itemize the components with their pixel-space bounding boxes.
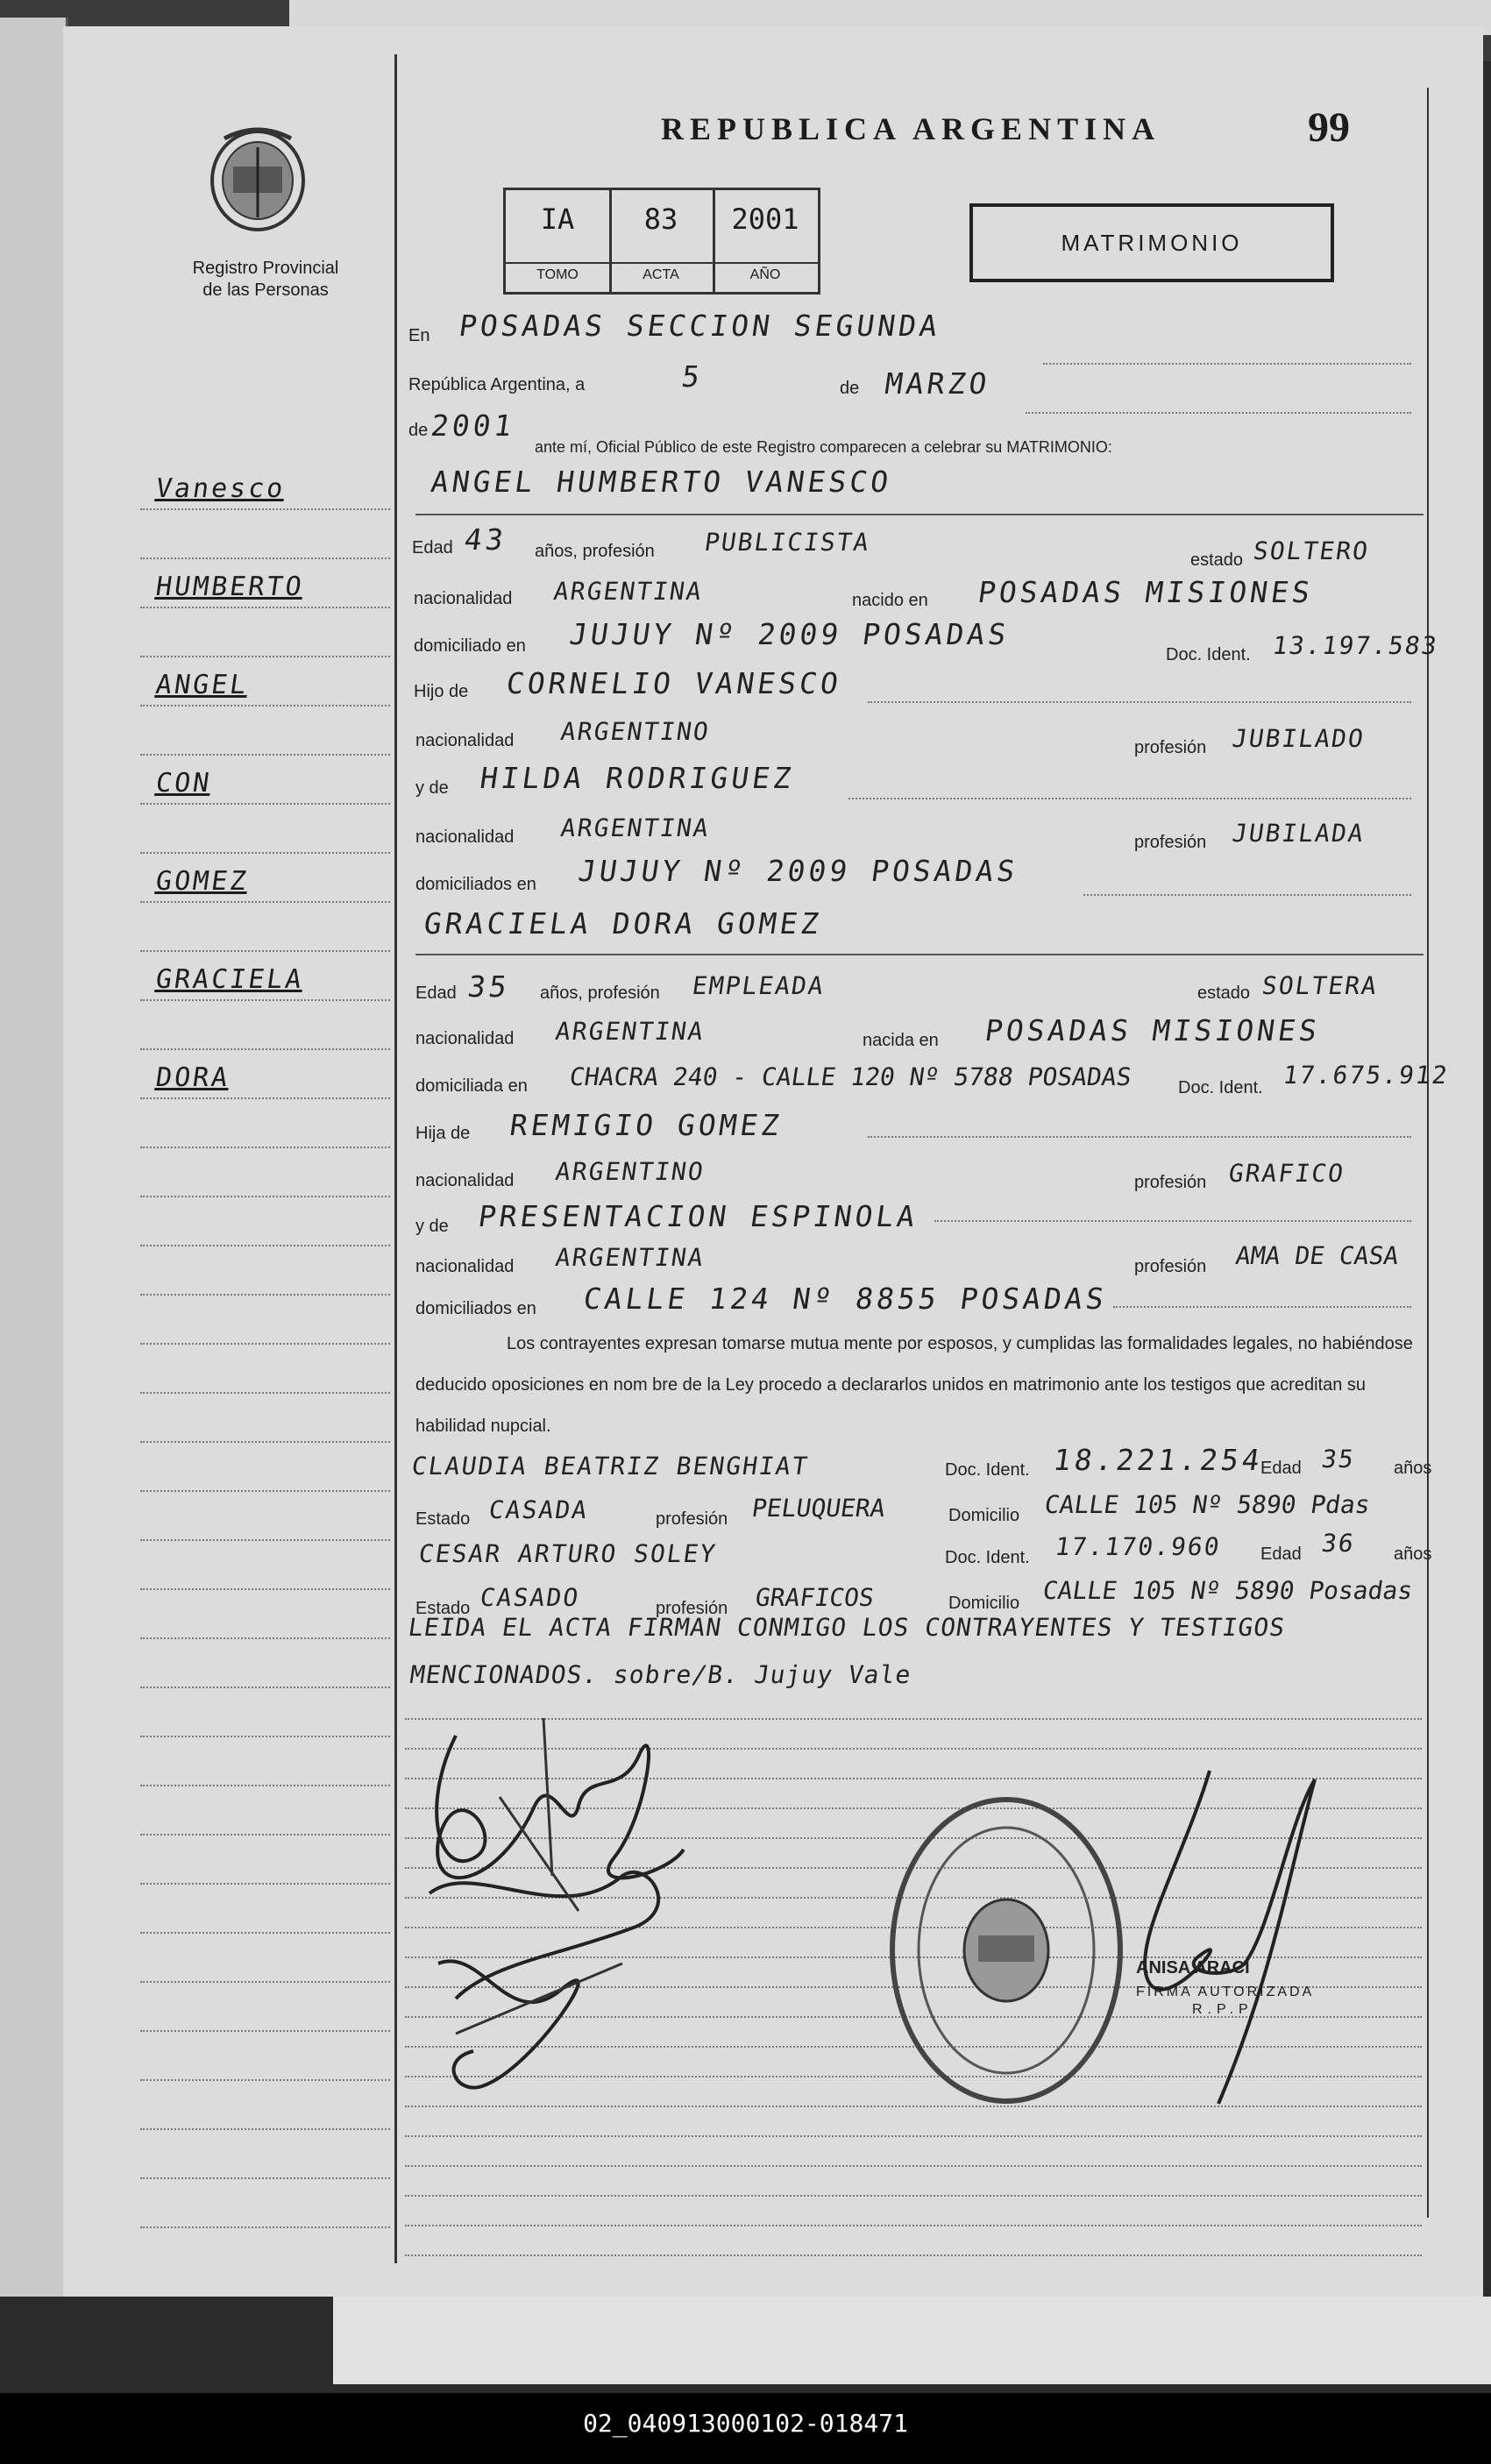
estado-label: Estado (415, 1509, 471, 1529)
groom-doc: 13.197.583 (1270, 631, 1440, 660)
margin-ruled-line (140, 1834, 390, 1836)
margin-ruled-line (140, 999, 390, 1001)
groom-nacionalidad: ARGENTINA (551, 577, 706, 606)
groom-father-nac: ARGENTINO (558, 717, 713, 746)
closing-line-1: LEIDA EL ACTA FIRMAN CONMIGO LOS CONTRAYENTES Y TESTIGOS (406, 1613, 1288, 1642)
edad-label: Edad (1260, 1544, 1302, 1564)
body-ruled-line (405, 2225, 1422, 2226)
bride-mother-nac: ARGENTINA (553, 1243, 707, 1272)
registry-name: Registro Provincial de las Personas (192, 259, 339, 300)
tomo-cell: IA TOMO (506, 190, 612, 292)
margin-ruled-line (140, 2226, 390, 2228)
margin-ruled-line (140, 1490, 390, 1492)
provincial-emblem-icon (207, 121, 309, 237)
en-label: En (408, 326, 430, 345)
margin-ruled-line (140, 1048, 390, 1050)
fill-line (868, 701, 1411, 703)
nacionalidad-label: nacionalidad (415, 1171, 515, 1190)
bride-mother: PRESENTACION ESPINOLA (476, 1199, 920, 1233)
witness-2-estado: CASADO (478, 1583, 582, 1612)
margin-ruled-line (140, 1147, 390, 1148)
edad-label: Edad (1260, 1459, 1302, 1478)
margin-name: HUMBERTO (153, 572, 306, 602)
witness-1-domicilio: CALLE 105 Nº 5890 Pdas (1042, 1490, 1373, 1519)
page-below-edge (333, 2297, 1491, 2384)
margin-ruled-line (140, 1637, 390, 1639)
body-ruled-line (405, 2135, 1422, 2137)
document-title: REPUBLICA ARGENTINA (661, 111, 1161, 146)
margin-ruled-line (140, 1981, 390, 1983)
margin-name: Vanesco (153, 473, 288, 504)
estado-label: estado (1197, 983, 1251, 1003)
domicilio-label: domiciliada en (415, 1076, 528, 1096)
section-rule (415, 514, 1424, 515)
yde-label: y de (415, 778, 449, 798)
padres-domicilio-label: domiciliados en (415, 1299, 536, 1318)
groom-estado: SOLTERO (1251, 536, 1372, 565)
fill-line (1043, 363, 1411, 365)
groom-padres-domicilio: JUJUY Nº 2009 POSADAS (576, 854, 1020, 888)
margin-ruled-line (140, 901, 390, 903)
bride-padres-domicilio: CALLE 124 Nº 8855 POSADAS (581, 1282, 1110, 1316)
witness-1-profession: PELUQUERA (749, 1494, 888, 1523)
body-ruled-line (405, 2255, 1422, 2256)
nacionalidad-label: nacionalidad (415, 1029, 515, 1048)
margin-name: GOMEZ (153, 866, 251, 897)
witness-1-name: CLAUDIA BEATRIZ BENGHIAT (409, 1452, 811, 1481)
profesion-label: profesión (1134, 1173, 1207, 1192)
signature-scribble (403, 1701, 701, 2121)
margin-ruled-line (140, 508, 390, 510)
margin-ruled-line (140, 1539, 390, 1541)
bride-estado: SOLTERA (1260, 971, 1381, 1000)
bride-nacida: POSADAS MISIONES (983, 1013, 1323, 1047)
padres-domicilio-label: domiciliados en (415, 875, 536, 894)
section-rule (415, 954, 1424, 955)
margin-ruled-line (140, 852, 390, 854)
anos-profesion-label: años, profesión (535, 542, 655, 561)
day-value: 5 (679, 359, 706, 394)
groom-father-prof: JUBILADO (1230, 724, 1367, 753)
margin-ruled-line (140, 1097, 390, 1099)
scan-filename: 02_040913000102-018471 (583, 2409, 908, 2438)
tomo-acta-ano-box (503, 188, 820, 295)
month-value: MARZO (883, 366, 993, 401)
bride-father-prof: GRAFICO (1226, 1159, 1347, 1188)
groom-mother-nac: ARGENTINA (558, 813, 713, 842)
margin-ruled-line (140, 557, 390, 559)
fill-line (1083, 894, 1411, 896)
profesion-label: profesión (1134, 833, 1207, 852)
margin-ruled-line (140, 656, 390, 657)
witness-1-doc: 18.221.254 (1051, 1443, 1266, 1477)
bride-age: 35 (465, 969, 513, 1004)
margin-ruled-line (140, 803, 390, 805)
previous-page-edge (0, 18, 68, 2297)
nacida-label: nacida en (863, 1031, 939, 1050)
fill-line (1026, 412, 1411, 414)
bride-domicilio: CHACRA 240 - CALLE 120 Nº 5788 POSADAS (567, 1062, 1133, 1091)
republica-label: República Argentina, a (408, 375, 586, 394)
bride-father-nac: ARGENTINO (553, 1157, 707, 1186)
groom-age: 43 (462, 522, 509, 557)
nacionalidad-label: nacionalidad (415, 1257, 515, 1276)
margin-ruled-line (140, 1294, 390, 1296)
domicilio-label: Domicilio (948, 1594, 1020, 1613)
place-value: POSADAS SECCION SEGUNDA (457, 309, 943, 343)
margin-ruled-line (140, 2030, 390, 2032)
fill-line (934, 1220, 1411, 1222)
anos-label: años (1394, 1544, 1432, 1564)
profesion-label: profesión (1134, 1257, 1207, 1276)
official-org: R.P.P. (1192, 2002, 1261, 2017)
margin-name: DORA (153, 1062, 232, 1093)
nacionalidad-label: nacionalidad (415, 827, 515, 847)
body-ruled-line (405, 2195, 1422, 2197)
doc-label: Doc. Ident. (1166, 645, 1251, 664)
margin-ruled-line (140, 1245, 390, 1246)
edad-label: Edad (415, 983, 457, 1003)
right-page-rule (1427, 88, 1429, 2218)
witness-2-domicilio: CALLE 105 Nº 5890 Posadas (1040, 1576, 1415, 1605)
groom-mother-prof: JUBILADA (1230, 819, 1367, 848)
estado-label: Estado (415, 1599, 471, 1618)
anos-label: años (1394, 1459, 1432, 1478)
margin-ruled-line (140, 705, 390, 707)
groom-name: ANGEL HUMBERTO VANESCO (429, 465, 894, 499)
declaration-text: Los contrayentes expresan tomarse mutua mente por esposos, y cumplidas las formalidades legales, no habiéndose deducido oposiciones en nom bre de la Ley procedo a declararlos unidos en matrimonio ante los testigos que acreditan su habilidad nupcial. (415, 1334, 1413, 1436)
ano-cell: 2001 AÑO (713, 190, 818, 292)
anos-profesion-label: años, profesión (540, 983, 660, 1003)
margin-ruled-line (140, 1785, 390, 1786)
document-type-box: MATRIMONIO (969, 203, 1334, 282)
groom-nacido: POSADAS MISIONES (976, 575, 1316, 609)
margin-ruled-line (140, 2177, 390, 2179)
fill-line (868, 1136, 1411, 1138)
margin-ruled-line (140, 1932, 390, 1934)
witness-2-age: 36 (1319, 1529, 1358, 1558)
profesion-label: profesión (656, 1509, 728, 1529)
margin-ruled-line (140, 2128, 390, 2130)
groom-profession: PUBLICISTA (702, 528, 872, 557)
margin-ruled-line (140, 1588, 390, 1590)
margin-name: CON (153, 768, 214, 799)
witness-2-name: CESAR ARTURO SOLEY (416, 1539, 719, 1568)
margin-ruled-line (140, 1883, 390, 1885)
doc-label: Doc. Ident. (945, 1548, 1030, 1567)
margin-name: ANGEL (153, 670, 251, 700)
margin-ruled-line (140, 2079, 390, 2081)
official-signature (1078, 1753, 1341, 2121)
bride-nacionalidad: ARGENTINA (553, 1017, 707, 1046)
margin-ruled-line (140, 1736, 390, 1737)
acta-cell: 83 ACTA (609, 190, 715, 292)
domicilio-label: Domicilio (948, 1506, 1020, 1525)
closing-line-2: MENCIONADOS. sobre/B. Jujuy Vale (408, 1660, 913, 1689)
margin-ruled-line (140, 1196, 390, 1197)
doc-label: Doc. Ident. (945, 1460, 1030, 1480)
fill-line (1113, 1306, 1411, 1308)
nacionalidad-label: nacionalidad (415, 731, 515, 750)
profesion-label: profesión (656, 1599, 728, 1618)
opening-text: ante mí, Oficial Público de este Registro comparecen a celebrar su MATRIMONIO: (535, 438, 1112, 456)
witness-2-doc: 17.170.960 (1053, 1532, 1223, 1561)
margin-ruled-line (140, 754, 390, 756)
nacionalidad-label: nacionalidad (414, 589, 513, 608)
groom-mother: HILDA RODRIGUEZ (478, 761, 797, 795)
bride-father: REMIGIO GOMEZ (508, 1108, 785, 1142)
margin-ruled-line (140, 1343, 390, 1345)
domicilio-label: domiciliado en (414, 636, 526, 656)
nacido-label: nacido en (852, 591, 928, 610)
official-title: FIRMA AUTORIZADA (1136, 1985, 1315, 1999)
margin-ruled-line (140, 607, 390, 608)
margin-ruled-line (140, 1441, 390, 1443)
margin-ruled-line (140, 1392, 390, 1394)
profesion-label: profesión (1134, 738, 1207, 757)
groom-father: CORNELIO VANESCO (504, 666, 844, 700)
margin-ruled-line (140, 1686, 390, 1688)
groom-domicilio: JUJUY Nº 2009 POSADAS (567, 617, 1012, 651)
bride-name: GRACIELA DORA GOMEZ (422, 906, 825, 941)
doc-label: Doc. Ident. (1178, 1078, 1263, 1097)
de-label: de (840, 379, 860, 398)
edad-label: Edad (412, 538, 453, 557)
yde-label: y de (415, 1217, 449, 1236)
year-value: 2001 (429, 408, 518, 443)
bride-doc: 17.675.912 (1281, 1061, 1451, 1090)
page-number: 99 (1308, 104, 1350, 151)
bride-profession: EMPLEADA (690, 971, 827, 1000)
fill-line (848, 798, 1411, 799)
estado-label: estado (1190, 550, 1244, 570)
witness-1-estado: CASADA (486, 1495, 591, 1524)
body-ruled-line (405, 2165, 1422, 2167)
official-name: ANISA ARACI (1136, 1958, 1250, 1978)
witness-1-age: 35 (1319, 1445, 1358, 1473)
hija-label: Hija de (415, 1124, 471, 1143)
hijo-label: Hijo de (414, 682, 469, 701)
margin-ruled-line (140, 950, 390, 952)
margin-name: GRACIELA (153, 964, 306, 995)
margin-rule (394, 54, 397, 2263)
witness-2-profession: GRAFICOS (753, 1583, 877, 1612)
year-prefix: de (408, 421, 429, 440)
bride-mother-prof: AMA DE CASA (1233, 1241, 1401, 1270)
